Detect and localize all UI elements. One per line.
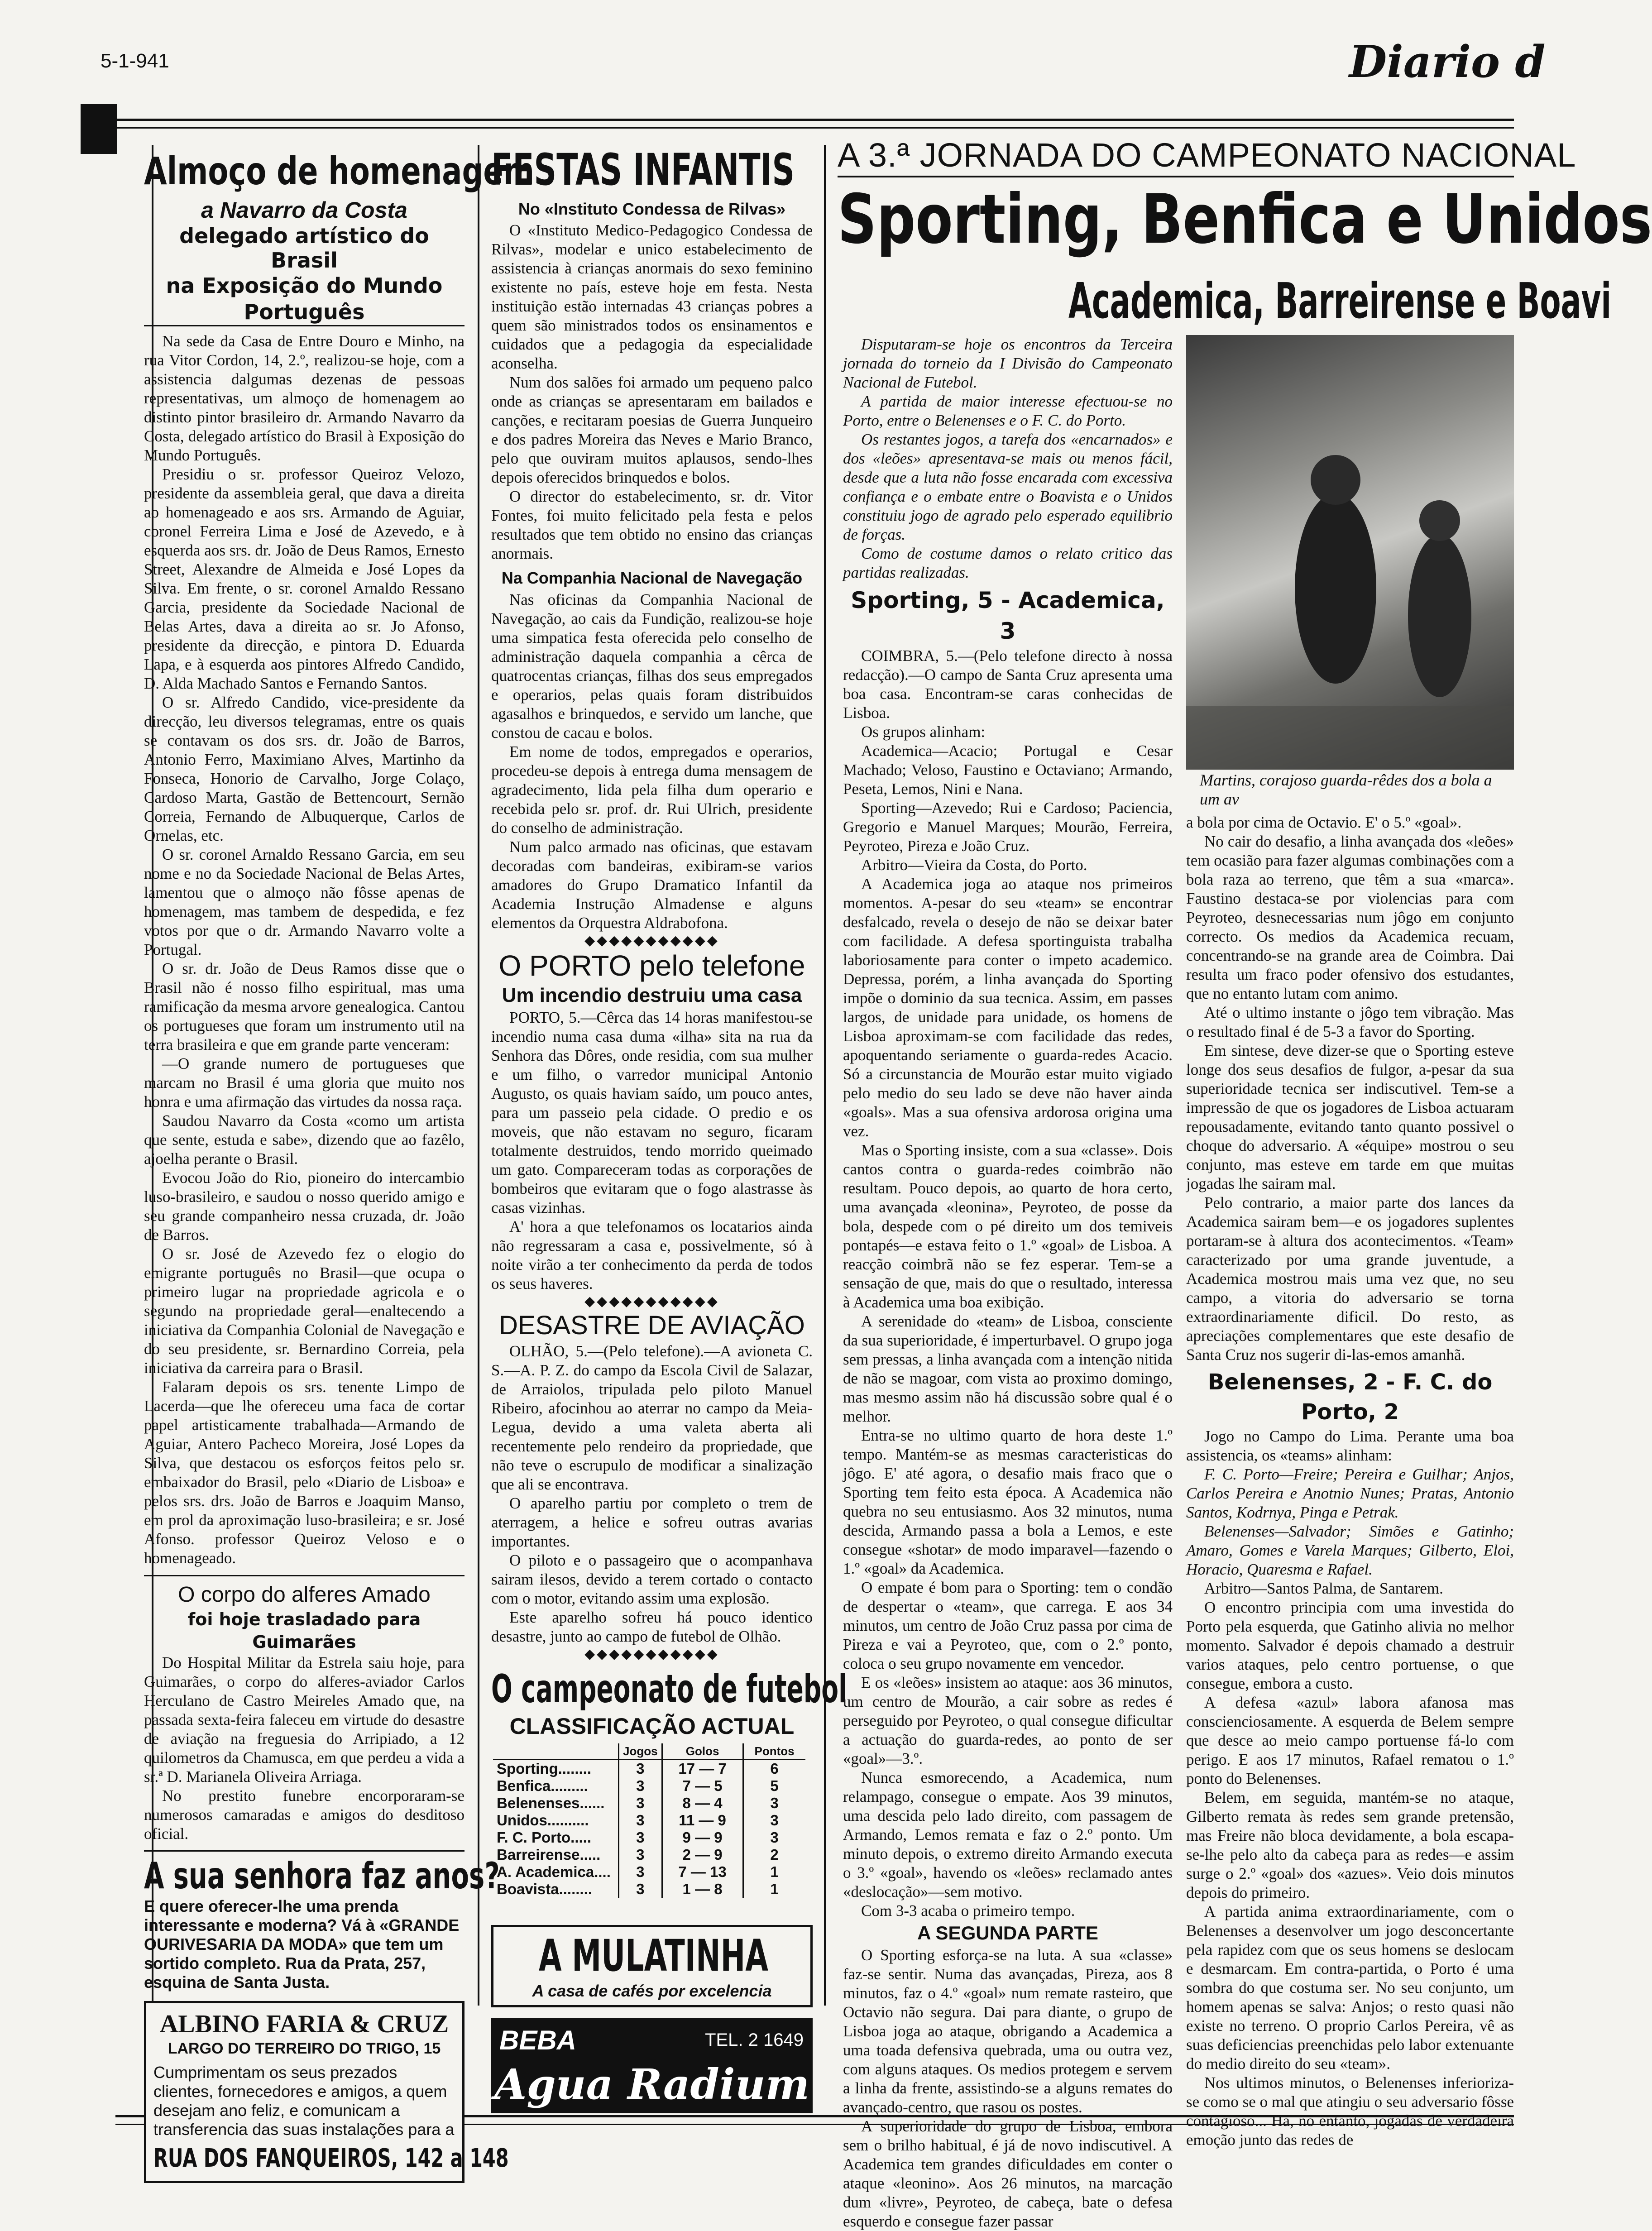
team-name: F. C. Porto..... — [497, 1829, 592, 1846]
team-name: Sporting........ — [497, 1760, 591, 1777]
table-row — [493, 1846, 805, 1863]
paragraph: A partida de maior interesse efectuou-se no Porto, entre o Belenenses e o F. C. do Porto. — [843, 393, 1173, 429]
paragraph: Num palco armado nas oficinas, que estavam decoradas com bandeiras, exibiram-se varios amadores do Grupo Dramatico Infantil da Academia Instrução Almadense e alguns elementos da Orquestra Aldrabofona. — [491, 838, 813, 932]
paragraph: O sr. José de Azevedo fez o elogio do emigrante português no Brasil—que ocupa o primeiro lugar na propriedade agricola e o segundo na propriedade geral—enaltecendo a iniciativa da Companhia Colonial de Navegação e do seu presidente, sr. Bernardino Correia, pela iniciativa da carreira para o Brasil. — [144, 1245, 464, 1377]
ad-headline: BEBA — [499, 2025, 577, 2055]
games: 3 — [619, 1777, 662, 1795]
article-body — [144, 332, 464, 1568]
section-title: A SEGUNDA PARTE — [917, 1922, 1098, 1944]
table-row — [493, 1795, 805, 1812]
ad-subtitle: A casa de cafés por excelencia — [532, 1982, 772, 2000]
paragraph: F. C. Porto—Freire; Pereira e Guilhar; Anjos, Carlos Pereira e Anotnio Nunes; Pratas, Antonio Santos, Kodrnya, Pinga e Petrak. — [1186, 1465, 1514, 1521]
subheadline: Um incendio destruiu uma casa — [502, 984, 802, 1006]
paragraph: A superioridade do grupo de Lisboa, embora sem o brilho habitual, é já de novo indiscutivel. A Academica tem grandes dificuldades em conter o ataque «leonino». Aos 26 minutos, na marcação dum «livre», Peyroteo, de cabeça, bate o defesa esquerdo e consegue fazer passar — [843, 2117, 1173, 2230]
ad-headline: ALBINO FARIA & CRUZ — [159, 2010, 449, 2038]
paragraph: O empate é bom para o Sporting: tem o condão de despertar o «team», que carrega. E aos 34 minutos, um centro de João Cruz passa por cima de Pireza e vai a Peyroteo, que, com o 2.º ponto, coloca o seu grupo novamente em vencedor. — [843, 1579, 1173, 1672]
headline: O PORTO pelo telefone — [498, 949, 805, 982]
paragraph: O sr. coronel Arnaldo Ressano Garcia, em seu nome e no da Sociedade Nacional de Belas Artes, lamentou que o almoço não fôsse apenas de homenagem, mas tambem de despedida, e fez votos por que o dr. Armando Navarro volte a Portugal. — [144, 846, 464, 958]
headline: Almoço de homenagem — [144, 149, 535, 193]
paragraph: Como de costume damos o relato critico das partidas realizadas. — [843, 545, 1173, 581]
match-title: Belenenses, 2 - F. C. do Porto, 2 — [1207, 1369, 1493, 1425]
team-name: Barreirense..... — [497, 1846, 601, 1863]
paragraph: A partida anima extraordinariamente, com o Belenenses a desenvolver um jogo desconcertante pela rapidez com que os seus homens se deslocam e desmarcam. Em contra-partida, o Porto é uma sombra do que costuma ser. No seu conjunto, um homem apenas se salva: Anjos; o resto quasi não existe no terreno. O proprio Carlos Pereira, vê as suas deficiencias preenchidas pelo labor extenuante do medio direito do seu «team». — [1186, 1903, 1514, 2073]
paragraph: O aparelho partiu por completo o trem de aterragem, a helice e sofreu outras avarias importantes. — [491, 1494, 813, 1550]
goals: 11 — 9 — [662, 1812, 743, 1829]
subheadline: CLASSIFICAÇÃO ACTUAL — [509, 1714, 795, 1739]
games: 3 — [619, 1881, 662, 1898]
paragraph: Os restantes jogos, a tarefa dos «encarnados» e dos «leões» apresentava-se mais ou menos fácil, desde que a luta não fosse encarada com excessiva confiança e o embate entre o Boavista e o Unidos constituiu jogo de agrado pelo esperado equilibrio de forças. — [843, 431, 1173, 543]
paragraph: Entra-se no ultimo quarto de hora deste 1.º tempo. Mantém-se as mesmas caracteristicas do jôgo. E' até agora, o desafio mais fraco que o Sporting tem feito esta época. A Academica não quebra no seu entusiasmo. Aos 32 minutos, numa descida, Armando passa a bola a Lemos, e este consegue «shotar» de modo imparavel—fazendo o 1.º «goal» da Academica. — [843, 1427, 1173, 1577]
paragraph: —O grande numero de portugueses que marcam no Brasil é uma gloria que muito nos honra e uma afirmação das virtudes da nossa raça. — [144, 1055, 464, 1111]
paragraph: Na sede da Casa de Entre Douro e Minho, na rua Vitor Cordon, 14, 2.º, realizou-se hoje, com a assistencia dalgumas dezenas de pessoas representativas, um almoço de homenagem ao distinto pintor brasileiro dr. Armando Navarro da Costa, delegado artístico do Brasil à Exposição do Mundo Português. — [144, 332, 464, 464]
headline: O corpo do alferes Amado — [178, 1583, 431, 1607]
paragraph: Falaram depois os srs. tenente Limpo de Lacerda—que lhe ofereceu uma faca de cortar papel artisticamente trabalhada—Armando de Aguiar, Antero Pacheco Moreira, José Lopes da Silva, que destacou os esforços feitos pelo sr. embaixador do Brasil, pelo «Diario de Lisboa» e pelos srs. drs. João de Barros e Joaquim Manso, em prol da aproximação luso-brasileira; e sr. José Afonso. professor Queiroz Veloso e o homenageado. — [144, 1378, 464, 1567]
paragraph: Belem, em seguida, mantém-se no ataque, Gilberto remata às redes sem grande pretensão, mas Freire não bloca devidamente, a bola escapa-se-lhe pelo alto da cabeça para as redes—e assim surge o 2.º «goal» dos «azues». Veio dois minutos depois do primeiro. — [1186, 1789, 1514, 1901]
paragraph: Saudou Navarro da Costa «como um artista que sente, estuda e sabe», dizendo que ao fazêlo, ajoelha perante o Brasil. — [144, 1112, 464, 1168]
goals: 8 — 4 — [662, 1795, 743, 1812]
paragraph: Academica—Acacio; Portugal e Cesar Machado; Veloso, Faustino e Octaviano; Armando, Peseta, Lemos, Nini e Nana. — [843, 742, 1173, 798]
goals: 17 — 7 — [662, 1760, 743, 1778]
paragraph: Evocou João do Rio, pioneiro do intercambio luso-brasileiro, e saudou o nosso querido amigo e seu grande companheiro nessa cruzada, dr. João de Barros. — [144, 1169, 464, 1244]
advertisement — [144, 2001, 509, 2183]
paragraph: Num dos salões foi armado um pequeno palco onde as crianças se apresentaram em bailados e canções, e recitaram poesias de Guerra Junqueiro e dos padres Moreira das Neves e Mario Branco, pelo que ouviram muitos aplausos, sendo-lhes depois oferecidos brinquedos e bolos. — [491, 373, 813, 486]
games: 3 — [619, 1812, 662, 1829]
article-jornada-continued — [1186, 813, 1514, 2150]
masthead: Diario d — [1349, 36, 1546, 87]
paragraph: COIMBRA, 5.—(Pelo telefone directo à nossa redacção).—O campo de Santa Cruz apresenta uma boa casa. Encontram-se caras conhecidas de Lisboa. — [843, 647, 1173, 722]
team-name: Belenenses...... — [497, 1795, 605, 1811]
ad-headline: A sua senhora faz anos? — [144, 1855, 500, 1897]
paragraph: Arbitro—Vieira da Costa, do Porto. — [861, 856, 1087, 874]
paragraph: Belenenses—Salvador; Simões e Gatinho; Amaro, Gomes e Varela Marques; Gilberto, Eloi, Horacio, Quaresma e Rafael. — [1186, 1522, 1514, 1578]
paragraph: Este aparelho sofreu há pouco identico desastre, junto ao campo de futebol de Olhão. — [491, 1609, 813, 1645]
column-header: Golos — [662, 1743, 743, 1760]
games: 3 — [619, 1760, 662, 1778]
points: 1 — [743, 1863, 805, 1881]
paragraph: Arbitro—Santos Palma, de Santarem. — [1204, 1580, 1443, 1597]
ad-headline: A MULATINHA — [538, 1930, 768, 1981]
paragraph: O director do estabelecimento, sr. dr. Vitor Fontes, foi muito felicitado pela festa e pelos resultados que tem obtido no ensino das crianças anormais. — [491, 488, 813, 562]
paragraph: Disputaram-se hoje os encontros da Terceira jornada do torneio da I Divisão do Campeonato Nacional de Futebol. — [843, 335, 1173, 391]
headline: DESASTRE DE AVIAÇÃO — [499, 1311, 805, 1340]
paragraph: PORTO, 5.—Cêrca das 14 horas manifestou-se incendio numa casa duma «ilha» sita na rua da Senhora das Dôres, onde residia, com sua mulher e um filho, o varredor municipal Antonio Augusto, os quais haviam saído, um pouco antes, para um passeio pela cidade. O predio e os moveis, que não estavam no seguro, ficaram totalmente destruidos, tendo morrido queimado um gato. Compareceram todas as corporações de bombeiros que evitaram que o fogo alastrasse às casas vizinhas. — [491, 1009, 813, 1216]
goals: 7 — 5 — [662, 1777, 743, 1795]
paragraph: O encontro principia com uma investida do Porto pela esquerda, que Gatinho alivia no melhor momento. Salvador é depois chamado a destruir varios ataques, pelo centro portuense, o que consegue, embora a custo. — [1186, 1599, 1514, 1692]
paragraph: O piloto e o passageiro que o acompanhava sairam ilesos, devido a terem cortado o contacto com o motor, evitando assim uma explosão. — [491, 1551, 813, 1607]
paragraph: O sr. dr. João de Deus Ramos disse que o Brasil não é nosso filho espiritual, mas uma ramificação da mesma arvore genealogica. Cantou os portugueses que foram um instrumento util na terra brasileira e que em grande parte venceram: — [144, 960, 464, 1053]
paragraph: No prestito funebre encorporaram-se numerosos camaradas e amigos do desditoso oficial. — [144, 1787, 464, 1843]
games: 3 — [619, 1863, 662, 1881]
paragraph: Com 3-3 acaba o primeiro tempo. — [861, 1902, 1075, 1920]
paragraph: a bola por cima de Octavio. E' o 5.º «goal». — [1186, 814, 1462, 831]
table-row — [493, 1829, 805, 1846]
games: 3 — [619, 1846, 662, 1863]
paragraph: Nos ultimos minutos, o Belenenses inferioriza-se como se o mal que atingiu o seu adversario fôsse contagioso... Ha, no entanto, jogadas de verdadeira emoção junto das redes de — [1186, 2074, 1514, 2149]
paragraph: Nunca esmorecendo, a Academica, num relampago, consegue o empate. Aos 39 minutos, uma descida pelo lado direito, com passagem de Armando, Lemos remata e faz o 2.º ponto. Um minuto depois, o extremo direito Armando executa o 3.º «goal», havendo os «leões» reclamado antes «deslocação»—sem motivo. — [843, 1769, 1173, 1901]
ornament-divider: ◆◆◆◆◆◆◆◆◆◆◆ — [584, 933, 719, 948]
paragraph: Mas o Sporting insiste, com a sua «classe». Dois cantos contra o guarda-redes coimbrão não resultam. Pouco depois, ao quarto de hora certo, uma avançada «leonina», Peyroteo, de posse da bola, despede com o pé direito um dos temiveis pontapés—e estava feito o 1.º «goal» de Lisboa. A reacção coimbrã não se fez esperar. Tem-se a sensação de que, mais do que o resultado, interessa à Academica uma boa exibição. — [843, 1141, 1173, 1311]
ad-brand: Agua Radium — [494, 2060, 809, 2109]
headline: FESTAS INFANTIS — [491, 144, 795, 195]
team-name: A. Academica.... — [497, 1863, 611, 1880]
goals: 9 — 9 — [662, 1829, 743, 1846]
paragraph: No cair do desafio, a linha avançada dos «leões» tem ocasião para fazer algumas combinações com a bola raza ao terreno, que têm a sua «marca». Faustino destaca-se por violencias para com Peyroteo, desnecessarias num jôgo em conjunto correcto. Os medios da Academica recuam, concentrando-se na grande area de Coimbra. Dai resulta um fraco poder ofensivo dos estudantes, que no entanto lutam com animo. — [1186, 833, 1514, 1002]
team-name: Boavista........ — [497, 1881, 592, 1897]
paragraph: Pelo contrario, a maior parte dos lances da Academica sairam bem—e os jogadores suplentes portaram-se à altura dos acontecimentos. «Team» caracterizado por uma grande juventude, a Academica mostrou mais uma vez que, no seu campo, a vitoria do adversario se torna extraordinariamente dificil. Do resto, as apreciações complementares que este desafio de Santa Cruz nos sugerir di-las-emos amanhã. — [1186, 1194, 1514, 1364]
goals: 7 — 13 — [662, 1863, 743, 1881]
match-photo — [1186, 335, 1514, 770]
section-title: No «Instituto Condessa de Rilvas» — [518, 200, 786, 218]
top-rule — [115, 119, 1514, 129]
team-name: Benfica......... — [497, 1777, 588, 1794]
points: 1 — [743, 1881, 805, 1898]
paragraph: E os «leões» insistem ao ataque: aos 36 minutos, um centro de Mourão, a cair sobre as redes é perseguido por Peyroteo, o qual consegue dificultar a actuação do guarda-redes, ao ponto de ser «goal»—3.º. — [843, 1674, 1173, 1767]
page-date: 5-1-941 — [101, 50, 169, 72]
points: 3 — [743, 1812, 805, 1829]
article-almoco — [144, 149, 535, 2183]
column-header: Pontos — [743, 1743, 805, 1760]
paragraph: Jogo no Campo do Lima. Perante uma boa assistencia, os «teams» alinham: — [1186, 1427, 1514, 1464]
paragraph: Sporting—Azevedo; Rui e Cardoso; Paciencia, Gregorio e Manuel Marques; Mourão, Ferreira, Peyroteo, Pireza e João Cruz. — [843, 799, 1173, 855]
table-row — [493, 1760, 805, 1778]
advertisement — [491, 1925, 813, 2007]
column-rule — [478, 145, 479, 2006]
headline: O campeonato de futebol — [491, 1666, 847, 1712]
article-festas — [491, 144, 847, 2113]
points: 3 — [743, 1795, 805, 1812]
subheadline: a Navarro da Costa — [201, 197, 407, 223]
paragraph: Do Hospital Militar da Estrela saiu hoje, para Guimarães, o corpo do alferes-aviador Carlos Herculano de Castro Meireles Amado que, na passada sexta-feira faleceu em virtude do desastre de aviação na freguesia do Arripiado, a 12 quilometros da Chamusca, em que perdeu a vida a sr.ª D. Marianela Oliveira Arriaga. — [144, 1654, 464, 1786]
goals: 2 — 9 — [662, 1846, 743, 1863]
paragraph: Nas oficinas da Companhia Nacional de Navegação, ao cais da Fundição, realizou-se hoje uma simpatica festa oferecida pelo conselho de administração daquela companhia a cêrca de quatrocentas crianças, filhas dos seus empregados e operarios, pelas quais foram distribuidos agasalhos e brinquedos, e servido um lanche, que constou de cacau e bolos. — [491, 591, 813, 742]
paragraph: O Sporting esforça-se na luta. A sua «classe» faz-se sentir. Numa das avançadas, Pireza, aos 8 minutos, faz o 4.º «goal» num remate rasteiro, que Octavio não segura. Dai para diante, o grupo de Lisboa joga ao ataque, obrigando a Academica a uma toada defensiva quebrada, uma ou outra vez, com alguns ataques. Os medios protegem e servem a linha da frente, assistindo-se a alguns remates do avançado-centro, que rasou os postes. — [843, 1946, 1173, 2116]
ad-text: E quere oferecer-lhe uma prenda interessante e moderna? Vá à «GRANDE OURIVESARIA DA MODA» que tem um sortido completo. Rua da Prata, 257, esquina de Santa Justa. — [144, 1897, 460, 1992]
photo-caption: Martins, corajoso guarda-rêdes dos a bola a um av — [1200, 771, 1492, 808]
subheadline: na Exposição do Mundo Português — [144, 273, 464, 326]
ad-address: RUA DOS FANQUEIROS, 142 a 148 — [153, 2144, 509, 2173]
points: 2 — [743, 1846, 805, 1863]
section-title: Na Companhia Nacional de Navegação — [501, 569, 803, 587]
secondary-headline: Academica, Barreirense e Boavi — [1068, 273, 1612, 330]
main-headline: Sporting, Benfica e Unidos — [838, 180, 1652, 259]
games: 3 — [619, 1795, 662, 1812]
points: 5 — [743, 1777, 805, 1795]
paragraph: O «Instituto Medico-Pedagogico Condessa de Rilvas», modelar e unico estabelecimento de assistencia à crianças anormais do sexo feminino existente no país, esteve hoje em festa. Nesta instituição estão internadas 43 crianças pobres a quem são ministrados todos os ensinamentos e cuidados que a pedagogia da especialidade aconselha. — [491, 221, 813, 372]
paragraph: Os grupos alinham: — [861, 723, 986, 741]
section-header: A 3.ª JORNADA DO CAMPEONATO NACIONAL — [838, 136, 1576, 174]
article-jornada — [843, 335, 1173, 2231]
paragraph: Até o ultimo instante o jôgo tem vibração. Mas o resultado final é de 5-3 a favor do Sporting. — [1186, 1004, 1514, 1040]
standings-table — [493, 1743, 805, 1898]
paragraph: A Academica joga ao ataque nos primeiros momentos. A-pesar do seu «team» se encontrar desfalcado, revela o desejo de não se deixar bater com facilidade. A defesa sportinguista trabalha laboriosamente para conter o impeto academico. Depressa, porém, a linha avançada do Sporting impõe o dominio da sua tecnica. Assim, em passes largos, de unidade para unidade, os homens de Lisboa aproximam-se com facilidade das redes, apoquentando seriamente o guarda-redes Acacio. Só a circunstancia de Mourão estar muito vigiado pelo medio do seu lado se deve não haver ainda «goals». Mas a sua ofensiva ardorosa origina uma vez. — [843, 875, 1173, 1140]
column-header: Jogos — [619, 1743, 662, 1760]
table-row — [493, 1777, 805, 1795]
table-row — [493, 1881, 805, 1898]
table-row — [493, 1812, 805, 1829]
ornament-divider: ◆◆◆◆◆◆◆◆◆◆◆ — [584, 1647, 719, 1661]
paragraph: OLHÃO, 5.—(Pelo telefone).—A avioneta C. S.—A. P. Z. do campo da Escola Civil de Salazar, de Arraiolos, tripulada pelo piloto Manuel Ribeiro, afocinhou ao aterrar no campo da Meia-Legua, devido a uma valeta aberta ali recentemente pelo rendeiro da propriedade, que não teve o escrupulo de modificar a sinalização que ali se encontrava. — [491, 1342, 813, 1493]
team-name: Unidos.......... — [497, 1812, 589, 1829]
match-title: Sporting, 5 - Academica, 3 — [851, 587, 1165, 644]
paragraph: A serenidade do «team» de Lisboa, consciente da sua superioridade, é imperturbavel. O grupo joga sem pressas, a linha avançada com a intenção nitida de não se magoar, com vista ao proximo domingo, mas mesmo assim não há discussão sobre qual é o melhor. — [843, 1312, 1173, 1425]
games: 3 — [619, 1829, 662, 1846]
goals: 1 — 8 — [662, 1881, 743, 1898]
paragraph: Em nome de todos, empregados e operarios, procedeu-se depois à entrega duma mensagem de agradecimento, lida pela filha dum operario e recebida pelo sr. prof. dr. Rui Ulrich, presidente do conselho de administração. — [491, 743, 813, 837]
ad-phone: TEL. 2 1649 — [705, 2030, 804, 2050]
column-rule — [824, 145, 826, 2006]
paragraph: Em sintese, deve dizer-se que o Sporting esteve longe dos seus desafios de fulgor, a-pesar da sua superioridade tecnica ser indiscutivel. Tem-se a impressão de que os jogadores de Lisboa actuaram repousadamente, evitando tanto quanto possivel o choque do adversario. A «équipe» mostrou o seu conjunto, mas esteve em tarde em que muitas jogadas lhe sairam mal. — [1186, 1042, 1514, 1192]
advertisement — [144, 1850, 500, 1992]
paragraph: A defesa «azul» labora afanosa mas conscienciosamente. A esquerda de Belem sempre que desce ao meio campo portuense fá-lo com perigo. E aos 17 minutos, Rafael rematou o 1.º ponto do Belenenses. — [1186, 1694, 1514, 1787]
points: 6 — [743, 1760, 805, 1778]
points: 3 — [743, 1829, 805, 1846]
paragraph: O sr. Alfredo Candido, vice-presidente da direcção, leu diversos telegramas, entre os quais se contavam os dos srs. dr. João de Barros, Antonio Ferro, Maximiano Alves, Martinho da Fonseca, Honorio de Carvalho, Jorge Colaço, Cardoso Marta, Gastão de Bettencourt, Sernão Correia, Fernando de Albuquerque, Carlos de Ornelas, etc. — [144, 694, 464, 844]
ornament-divider: ◆◆◆◆◆◆◆◆◆◆◆ — [584, 1294, 719, 1309]
corner-block — [81, 104, 117, 154]
paragraph: A' hora a que telefonamos os locatarios ainda não regressaram a casa e, possivelmente, só à noite virão a ter conhecimento da perda de todos os seus haveres. — [491, 1218, 813, 1293]
ad-subtitle: LARGO DO TERREIRO DO TRIGO, 15 — [168, 2040, 441, 2057]
subheadline: foi hoje trasladado para Guimarães — [187, 1609, 421, 1652]
advertisement — [491, 2018, 813, 2113]
subheadline: delegado artístico do Brasil — [179, 224, 429, 273]
ad-text: Cumprimentam os seus prezados clientes, fornecedores e amigos, a quem desejam ano feliz, e comunicam a transferencia das suas instalações para a — [153, 2063, 455, 2139]
paragraph: Presidiu o sr. professor Queiroz Velozo, presidente da assembleia geral, que dava a direita ao homenageado e aos srs. Armando de Aguiar, coronel Ferreira Lima e José de Azevedo, e à esquerda aos srs. dr. João de Deus Ramos, Ernesto Street, Alexandre de Almeida e José Lopes da Silva. Em frente, o sr. coronel Arnaldo Ressano Garcia, presidente da Sociedade Nacional de Belas Artes, dava a direita ao sr. Jo Afonso, presidente da direcção, e pintora D. Eduarda Lapa, e à esquerda aos pintores Alfredo Candido, D. Alda Machado Santos e Fernando Santos. — [144, 465, 464, 692]
table-row — [493, 1863, 805, 1881]
